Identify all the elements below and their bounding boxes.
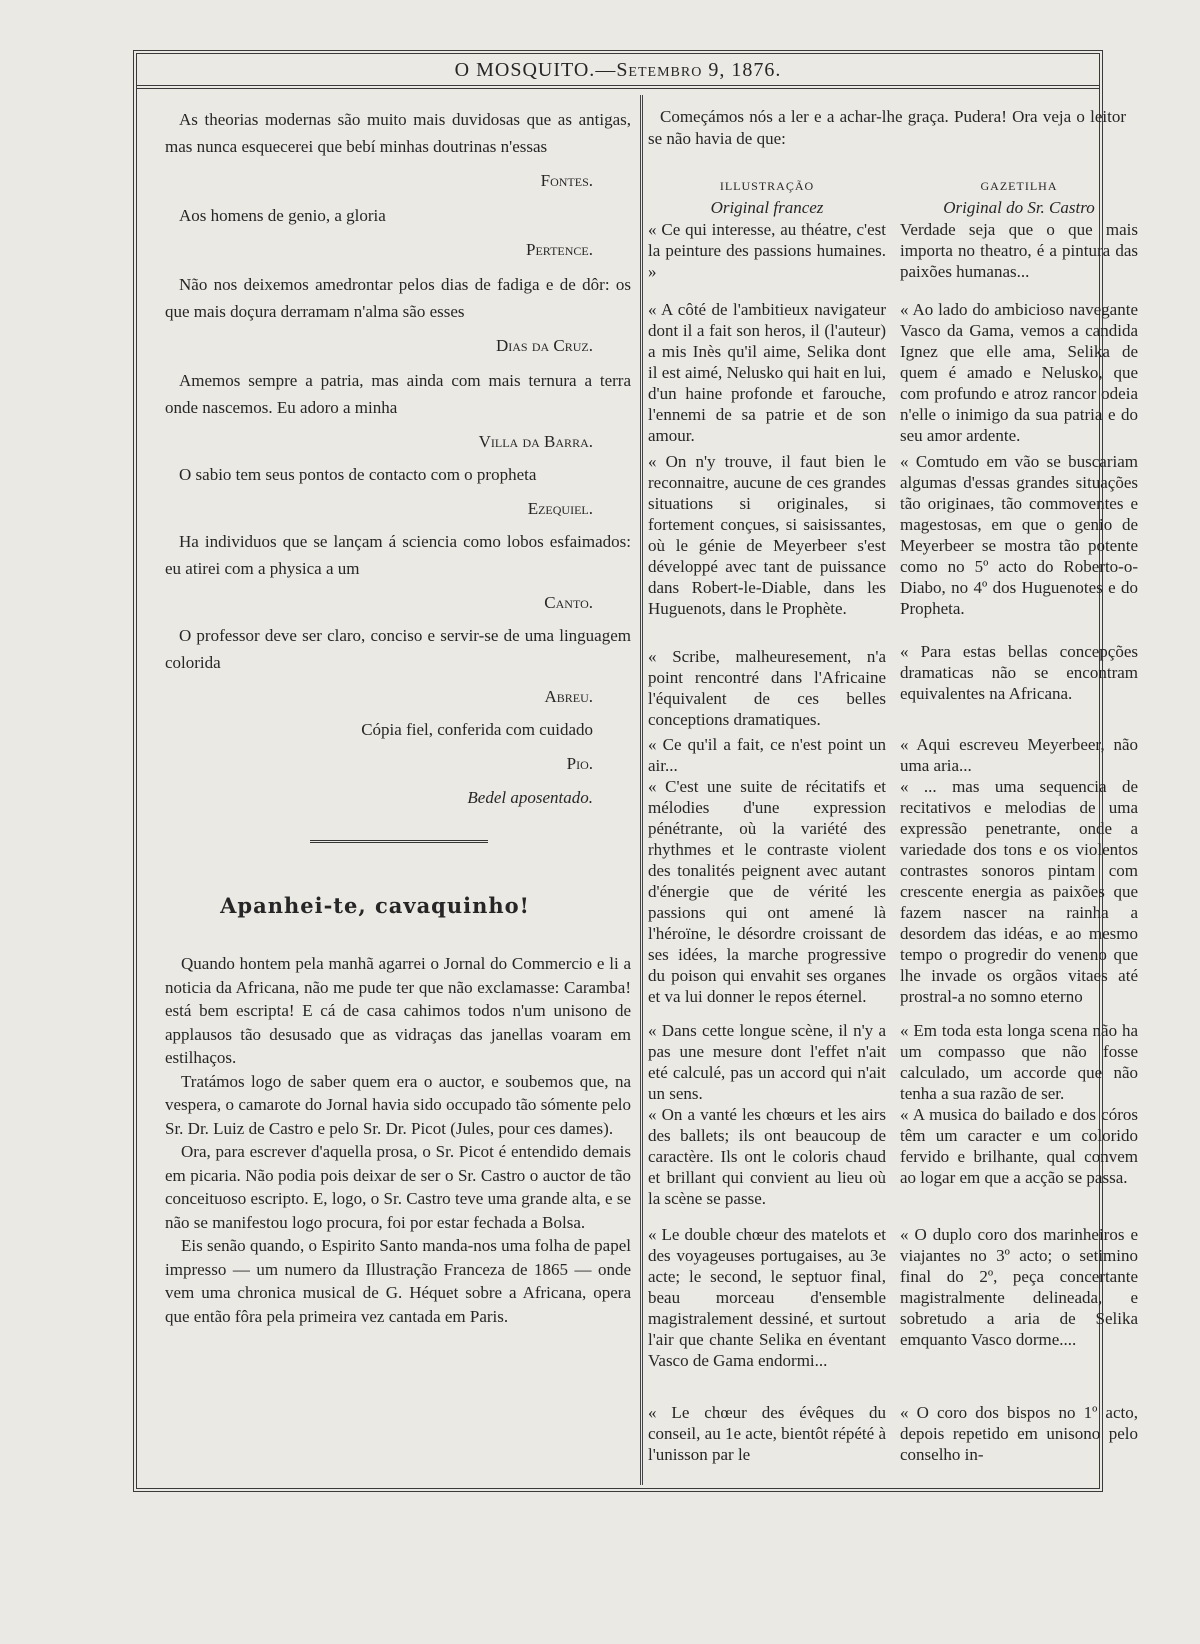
column-divider bbox=[640, 95, 643, 1485]
portuguese-passage: « ... mas uma sequencia de recitativos e melodias de uma expressão penetrante, onde a variedade dos tons e os violentos contrastes sonoros pintam com crescente energia as paixões que fazem nascer na rainha a desordem das idéas, e ao mesmo tempo o progredir do veneno que lhe invade os orgãos vitaes até prostral-a no somno eterno bbox=[900, 777, 1138, 1006]
article-paragraph: Quando hontem pela manhã agarrei o Jornal do Commercio e li a noticia da Africana, não me pude ter que não exclamasse: Caramba! está bem escripta! E cá de casa cahimos todos n'um unisono de applausos tão desusado que as vidraças das janellas voaram em estilhaços. bbox=[165, 954, 631, 1067]
portuguese-passage: Verdade seja que o que mais importa no theatro, é a pintura das paixões humanas... bbox=[900, 220, 1138, 281]
header-dash: — bbox=[595, 59, 617, 81]
closing-role: Bedel aposentado. bbox=[467, 788, 593, 807]
quote-signature: Fontes. bbox=[540, 171, 593, 190]
french-passage: « Le chœur des évêques du conseil, au 1e acte, bientôt répété à l'unisson par le bbox=[648, 1403, 886, 1464]
quote-signature: Pertence. bbox=[526, 240, 593, 259]
quote-signature: Villa da Barra. bbox=[478, 432, 593, 451]
portuguese-passage: « Ao lado do ambicioso navegante Vasco da Gama, vemos a candida Ignez que elle ama, Selika de quem é amado e Nelusko, que com profundo e atroz rancor odeia n'elle o inimigo da sua patria e do seu amor ardente. bbox=[900, 300, 1138, 445]
french-passage: « On a vanté les chœurs et les airs des ballets; ils ont beaucoup de caractère. Ils ont le coloris chaud et brillant qui convient au lieu où la scène se passe. bbox=[648, 1105, 886, 1208]
french-passage: « A côté de l'ambitieux navigateur dont il a fait son heros, il (l'auteur) a mis Inès qu'il aime, Selika dont il est aimé, Nelusko qui hait en lui, d'un haine profonde et farouche, l'ennemi de sa patrie et de son amour. bbox=[648, 300, 886, 445]
left-subcolumn-header bbox=[648, 176, 886, 218]
section-divider bbox=[310, 840, 488, 843]
portuguese-passage: « O coro dos bispos no 1º acto, depois repetido em unisono pelo conselho in- bbox=[900, 1403, 1138, 1464]
page-header bbox=[137, 55, 1099, 89]
french-passage: « On n'y trouve, il faut bien le reconnaitre, aucune de ces grandes situations si originales, si fortement conçues, si saisissantes, où le génie de Meyerbeer s'est développé avec tant de puissance dans Robert-le-Diable, dans les Huguenots, dans le Prophète. bbox=[648, 452, 886, 618]
article-paragraph: Ora, para escrever d'aquella prosa, o Sr. Picot é entendido demais em picaria. Não podia pois deixar de ser o Sr. Castro o auctor de tão conceituoso escripto. E, logo, o Sr. Castro teve uma grande alta, e se não se manifestou logo procura, foi por estar fechada a Bolsa. bbox=[165, 1142, 631, 1232]
quote-signature: Canto. bbox=[544, 593, 593, 612]
portuguese-passage: « Aqui escreveu Meyerbeer, não uma aria... bbox=[900, 735, 1138, 775]
french-passage: « Le double chœur des matelots et des voyageuses portugaises, au 3e acte; le second, le septuor final, beau morceau d'ensemble magistralement dessiné, et surtout l'air que chante Selika en éventant Vasco de Gama endormi... bbox=[648, 1225, 886, 1370]
left-sub: Original francez bbox=[710, 198, 824, 217]
portuguese-passage: « Em toda esta longa scena não ha um compasso que não fosse calculado, um accorde que não tenha a sua razão de ser. bbox=[900, 1021, 1138, 1103]
intro-text: Começámos nós a ler e a achar-lhe graça. Pudera! Ora veja o leitor se não havia de que: bbox=[648, 107, 1126, 148]
quote-text: Ha individuos que se lançam á sciencia como lobos esfaimados: eu atirei com a physica a um bbox=[165, 532, 631, 578]
comparison-intro bbox=[648, 106, 1126, 150]
quote-signature: Dias da Cruz. bbox=[495, 336, 593, 355]
article-title: Apanhei-te, cavaquinho! bbox=[220, 893, 530, 918]
left-head: ILLUSTRAÇÃO bbox=[719, 179, 815, 193]
article-body bbox=[165, 952, 631, 1328]
french-passage: « Ce qui interesse, au théatre, c'est la peinture des passions humaines. » bbox=[648, 220, 886, 281]
closing-signature: Pio. bbox=[566, 754, 593, 773]
portuguese-passage: « Comtudo em vão se buscariam algumas d'essas grandes situações tão originaes, tão commoventes e magestosas, em que o genio de Meyerbeer se mostra tão potente como no 5º acto do Roberto-o-Diabo, no 4º dos Huguenotes e do Propheta. bbox=[900, 452, 1138, 618]
header-date: 9, 1876. bbox=[702, 59, 782, 81]
article-paragraph: Tratámos logo de saber quem era o auctor, e soubemos que, na vespera, o camarote do Jornal havia sido occupado tão sómente pelo Sr. Dr. Luiz de Castro e pelo Sr. Dr. Picot (Jules, pour ces dames). bbox=[165, 1071, 631, 1138]
quote-signature: Ezequiel. bbox=[527, 499, 593, 518]
right-sub: Original do Sr. Castro bbox=[943, 198, 1095, 217]
quote-text: As theorias modernas são muito mais duvidosas que as antigas, mas nunca esquecerei que bebí minhas doutrinas n'essas bbox=[165, 110, 631, 156]
quote-text: O professor deve ser claro, conciso e servir-se de uma linguagem colorida bbox=[165, 626, 631, 672]
closing-line: Cópia fiel, conferida com cuidado bbox=[361, 720, 593, 739]
french-passage: « Ce qu'il a fait, ce n'est point un air... bbox=[648, 735, 886, 775]
quote-signature: Abreu. bbox=[544, 687, 593, 706]
portuguese-passage: « A musica do bailado e dos córos têm um caracter e um colorido fervido e brilhante, qual convem ao logar em que a acção se passa. bbox=[900, 1105, 1138, 1187]
portuguese-passage: « O duplo coro dos marinheiros e viajantes no 3º acto; o setimino final do 2º, peça concertante magistralmente delineada, e sobretudo a aria de Selika emquanto Vasco dorme.... bbox=[900, 1225, 1138, 1349]
french-passage: « Dans cette longue scène, il n'y a pas une mesure dont l'effet n'ait eté calculé, pas un accord qui n'ait un sens. bbox=[648, 1021, 886, 1103]
right-head: GAZETILHA bbox=[980, 179, 1058, 193]
quote-text: Não nos deixemos amedrontar pelos dias de fadiga e de dôr: os que mais doçura derramam n'alma são esses bbox=[165, 275, 631, 321]
quote-text: Aos homens de genio, a gloria bbox=[179, 206, 386, 225]
paper-name: O MOSQUITO. bbox=[454, 59, 596, 81]
article-paragraph: Eis senão quando, o Espirito Santo manda-nos uma folha de papel impresso — um numero da Illustração Franceza de 1865 — onde vem uma chronica musical de G. Héquet sobre a Africana, opera que então fôra pela primeira vez cantada em Paris. bbox=[165, 1236, 631, 1326]
right-subcolumn-header bbox=[900, 176, 1138, 218]
header-month: Setembro bbox=[616, 59, 703, 81]
french-passage: « C'est une suite de récitatifs et mélodies d'une expression pénétrante, où la variété des rhythmes et le contraste violent des tonalités peignent avec autant d'énergie que de vérité les passions qui ont amené là l'héroïne, le désordre croissant de ses idées, la marche progressive du poison qui envahit ses organes et va lui donner le repos éternel. bbox=[648, 777, 886, 1006]
quotes-column bbox=[165, 106, 631, 817]
quote-text: Amemos sempre a patria, mas ainda com mais ternura a terra onde nascemos. Eu adoro a minha bbox=[165, 371, 631, 417]
comparison-column bbox=[648, 106, 1138, 1486]
portuguese-passage: « Para estas bellas concepções dramaticas não se encontram equivalentes na Africana. bbox=[900, 642, 1138, 703]
quote-text: O sabio tem seus pontos de contacto com o propheta bbox=[179, 465, 537, 484]
french-passage: « Scribe, malheuresement, n'a point rencontré dans l'Africaine l'équivalent de ces belles conceptions dramatiques. bbox=[648, 647, 886, 729]
